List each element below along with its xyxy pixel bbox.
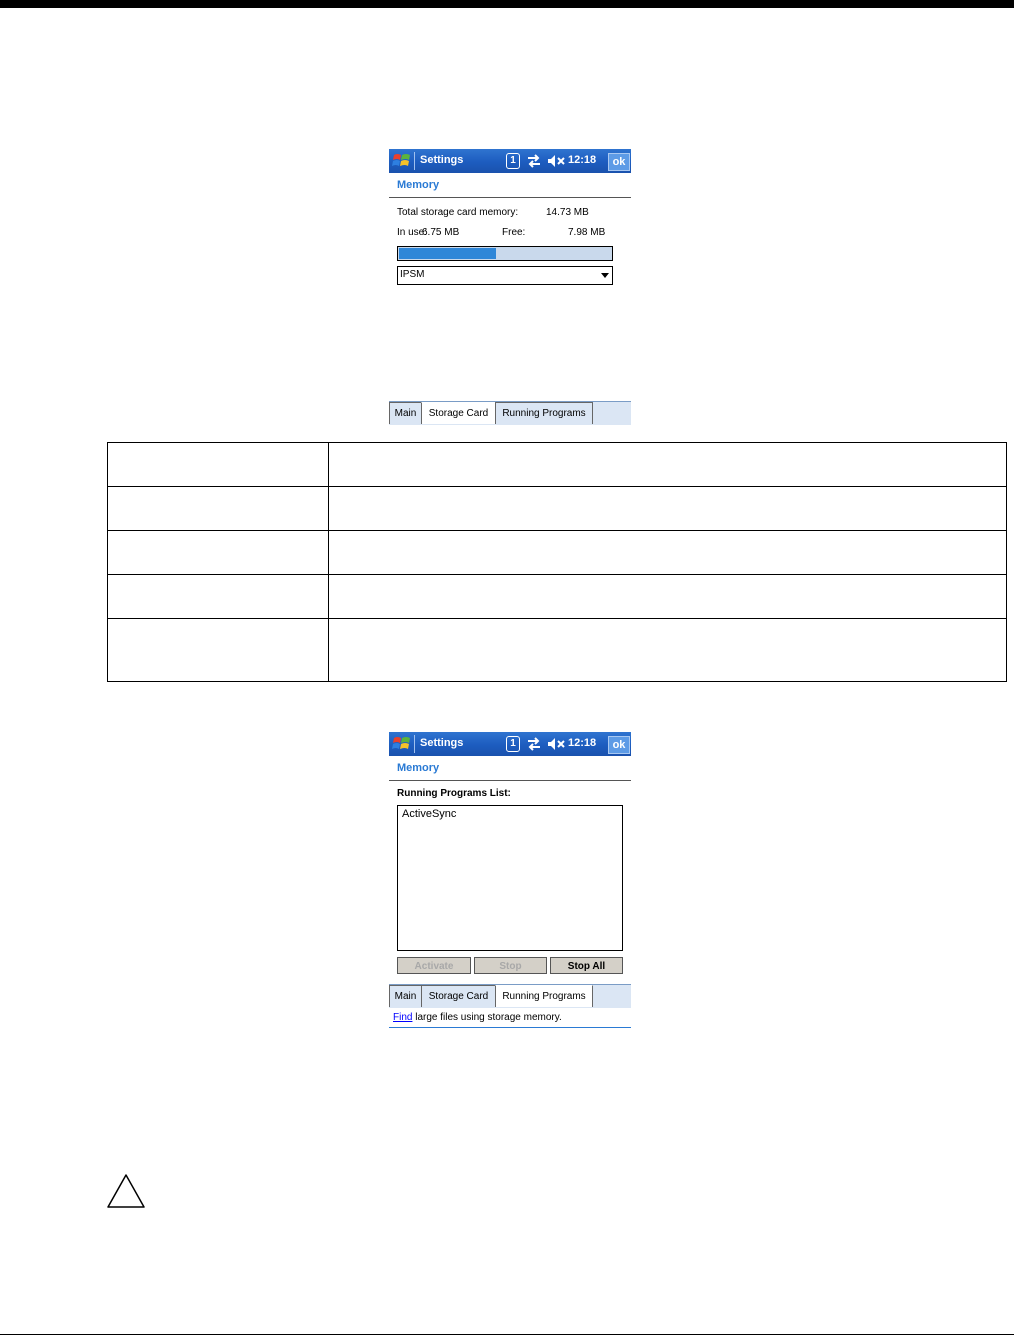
- clock: 12:18: [568, 154, 597, 166]
- tab-storage-card[interactable]: Storage Card: [421, 402, 496, 424]
- chevron-down-icon[interactable]: [601, 273, 609, 278]
- table-row: [108, 619, 1007, 682]
- memory-header: Memory: [389, 756, 631, 781]
- tab-main[interactable]: Main: [389, 402, 422, 424]
- table-row: [108, 487, 1007, 531]
- find-description: large files using storage memory.: [412, 1012, 562, 1023]
- volume-muted-icon[interactable]: [547, 154, 565, 168]
- table-cell: [329, 619, 1007, 682]
- bottom-rule: [0, 1334, 1014, 1335]
- title-separator: [414, 735, 415, 753]
- title-bar: [389, 732, 631, 756]
- app-title: Settings: [420, 737, 464, 749]
- volume-muted-icon[interactable]: [547, 737, 565, 751]
- table-cell: [108, 575, 329, 619]
- title-separator: [414, 152, 415, 170]
- table-cell: [108, 531, 329, 575]
- tab-main[interactable]: Main: [389, 985, 422, 1007]
- in-use-label: In use:: [397, 227, 428, 238]
- ok-button[interactable]: ok: [608, 736, 630, 754]
- memory-source-select[interactable]: [397, 266, 613, 285]
- connectivity-icon[interactable]: [526, 736, 542, 752]
- cropped-find-line: [389, 425, 631, 432]
- top-rule: [0, 0, 1014, 8]
- tab-storage-card[interactable]: Storage Card: [421, 985, 496, 1007]
- memory-source-value: IPSM: [400, 269, 425, 280]
- stop-button[interactable]: Stop: [474, 957, 547, 974]
- table-cell: [108, 619, 329, 682]
- windows-start-icon[interactable]: [392, 735, 412, 753]
- free-label: Free:: [502, 227, 526, 238]
- table-row: [108, 443, 1007, 487]
- connectivity-icon[interactable]: [526, 153, 542, 169]
- settings-description-table: [107, 442, 1007, 682]
- memory-usage-bar: [397, 246, 613, 261]
- memory-screen-storage-card: [389, 149, 631, 289]
- input-indicator-icon[interactable]: 1: [506, 153, 520, 169]
- list-item[interactable]: ActiveSync: [402, 808, 457, 820]
- windows-start-icon[interactable]: [392, 152, 412, 170]
- in-use-value: 6.75 MB: [422, 227, 460, 238]
- table-row: [108, 575, 1007, 619]
- table-cell: [108, 443, 329, 487]
- total-memory-value: 14.73 MB: [546, 207, 589, 218]
- stop-all-button[interactable]: Stop All: [550, 957, 623, 974]
- title-bar: [389, 149, 631, 173]
- tab-running-programs[interactable]: Running Programs: [495, 985, 593, 1007]
- app-title: Settings: [420, 154, 464, 166]
- caution-icon: [105, 1172, 147, 1210]
- table-cell: [329, 487, 1007, 531]
- tab-strip: [389, 984, 631, 1008]
- clock: 12:18: [568, 737, 597, 749]
- running-programs-list[interactable]: [397, 805, 623, 951]
- free-value: 7.98 MB: [568, 227, 606, 238]
- memory-usage-fill: [399, 248, 496, 259]
- memory-screen-running-programs: [389, 732, 631, 984]
- tab-running-programs[interactable]: Running Programs: [495, 402, 593, 424]
- total-memory-label: Total storage card memory:: [397, 207, 519, 218]
- ok-button[interactable]: ok: [608, 153, 630, 171]
- table-row: [108, 531, 1007, 575]
- table-cell: [329, 575, 1007, 619]
- running-programs-list-title: Running Programs List:: [397, 788, 511, 799]
- activate-button[interactable]: Activate: [397, 957, 471, 974]
- table-cell: [108, 487, 329, 531]
- find-large-files-line: [389, 1008, 631, 1028]
- tab-strip-partial: [389, 401, 631, 432]
- table-cell: [329, 443, 1007, 487]
- memory-header: Memory: [389, 173, 631, 198]
- table-cell: [329, 531, 1007, 575]
- input-indicator-icon[interactable]: 1: [506, 736, 520, 752]
- find-link[interactable]: Find: [393, 1012, 413, 1023]
